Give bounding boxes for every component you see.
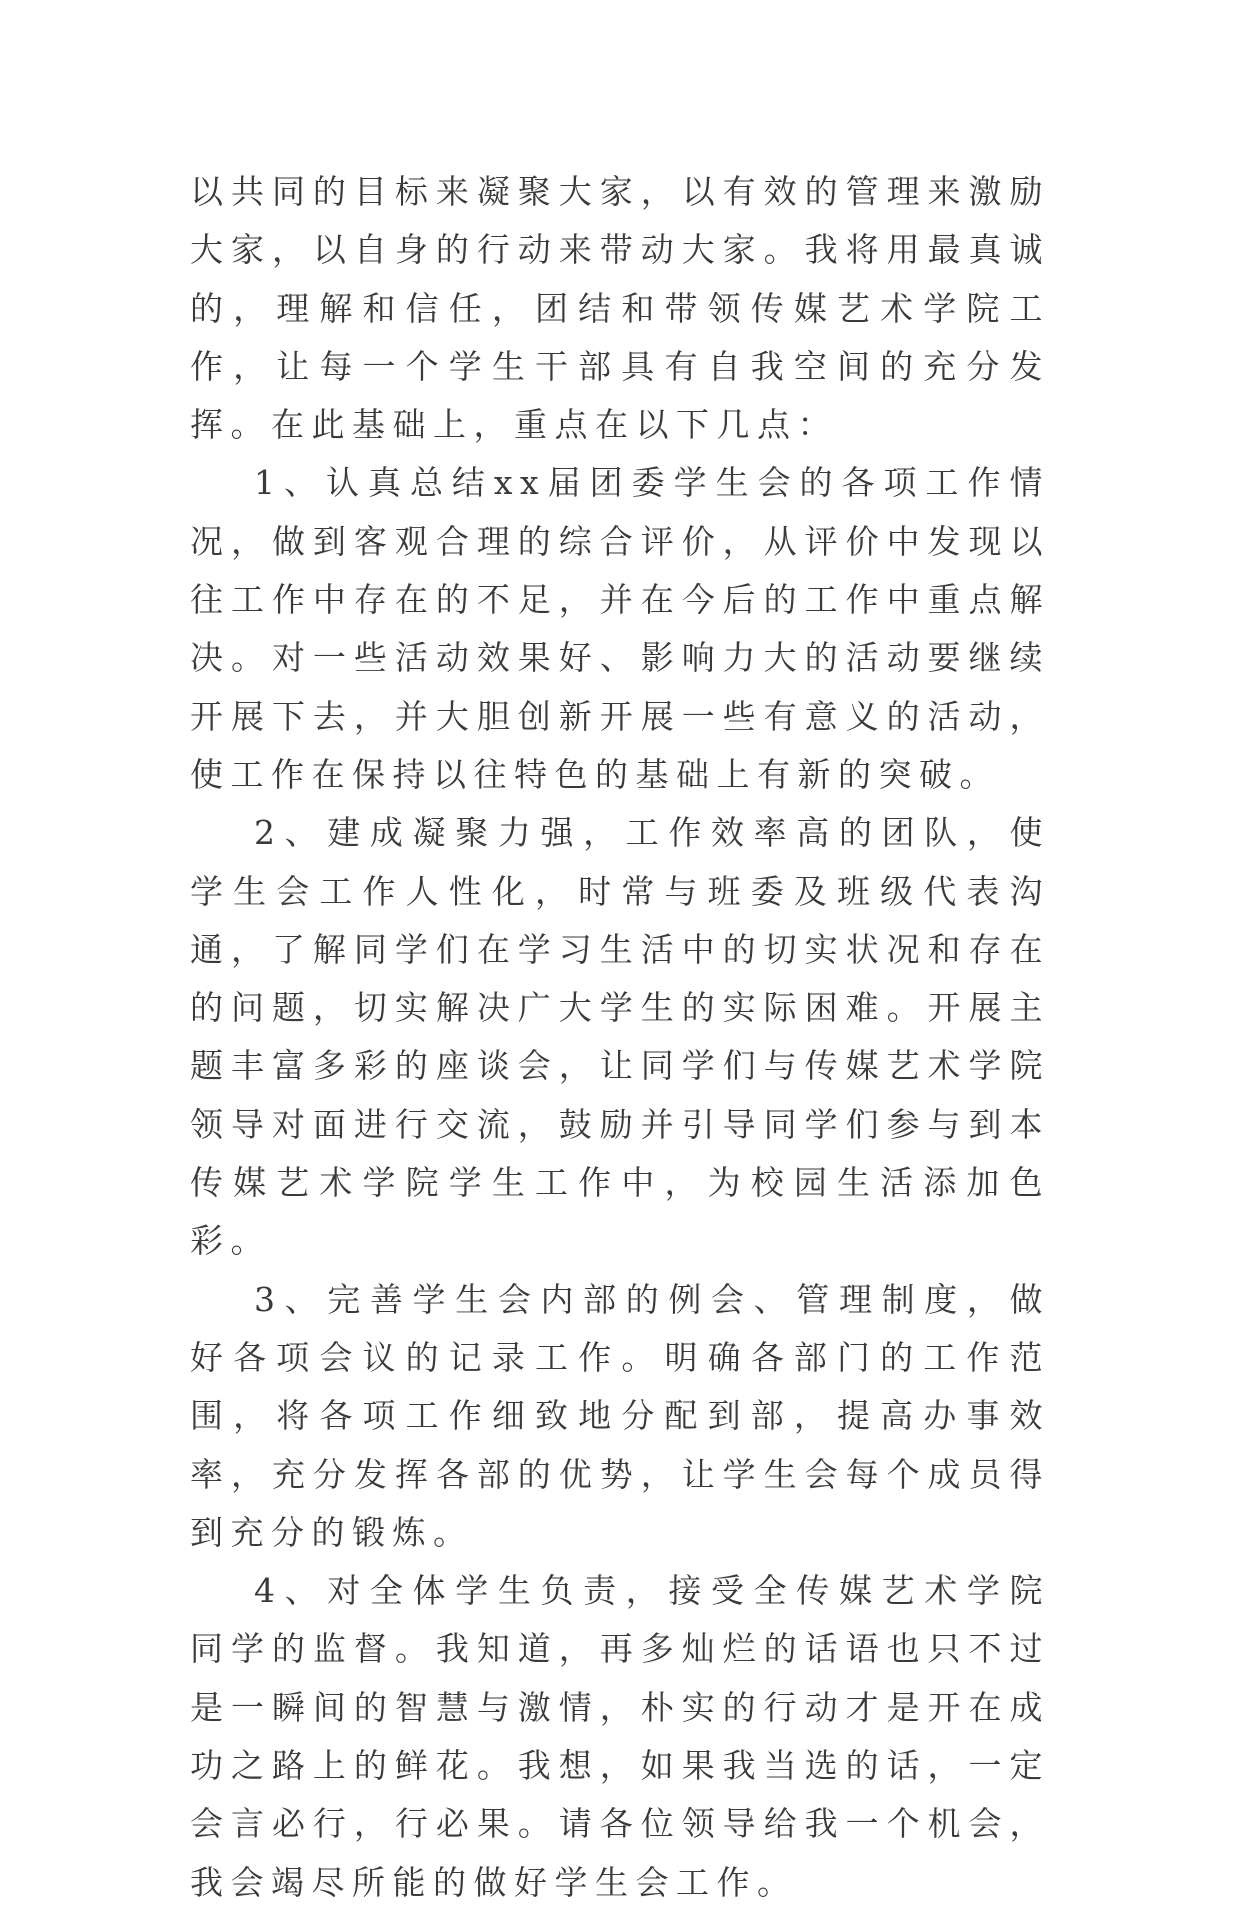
paragraph-point-2: 2、建成凝聚力强，工作效率高的团队，使学生会工作人性化，时常与班委及班级代表沟通，了解同学们在学习生活中的切实状况和存在的问题，切实解决广大学生的实际困难。开展主题丰富多彩的座谈会，让同学们与传媒艺术学院领导对面进行交流，鼓励并引导同学们参与到本传媒艺术学院学生工作中，为校园生活添加色彩。	[190, 813, 1050, 1261]
paragraph-point-3: 3、完善学生会内部的例会、管理制度，做好各项会议的记录工作。明确各部门的工作范围，将各项工作细致地分配到部，提高办事效率，充分发挥各部的优势，让学生会每个成员得到充分的锻炼。	[190, 1279, 1050, 1552]
paragraph-point-4: 4、对全体学生负责，接受全传媒艺术学院同学的监督。我知道，再多灿烂的话语也只不过是一瞬间的智慧与激情，朴实的行动才是开在成功之路上的鲜花。我想，如果我当选的话，一定会言必行，行必果。请各位领导给我一个机会，我会竭尽所能的做好学生会工作。	[190, 1571, 1050, 1902]
paragraph-point-1: 1、认真总结xx届团委学生会的各项工作情况，做到客观合理的综合评价，从评价中发现以往工作中存在的不足，并在今后的工作中重点解决。对一些活动效果好、影响力大的活动要继续开展下去，并大胆创新开展一些有意义的活动，使工作在保持以往特色的基础上有新的突破。	[190, 463, 1050, 794]
paragraph-intro: 以共同的目标来凝聚大家，以有效的管理来激励大家，以自身的行动来带动大家。我将用最真诚的，理解和信任，团结和带领传媒艺术学院工作，让每一个学生干部具有自我空间的充分发挥。在此基础上，重点在以下几点：	[190, 172, 1050, 445]
document-body	[190, 163, 1050, 1912]
